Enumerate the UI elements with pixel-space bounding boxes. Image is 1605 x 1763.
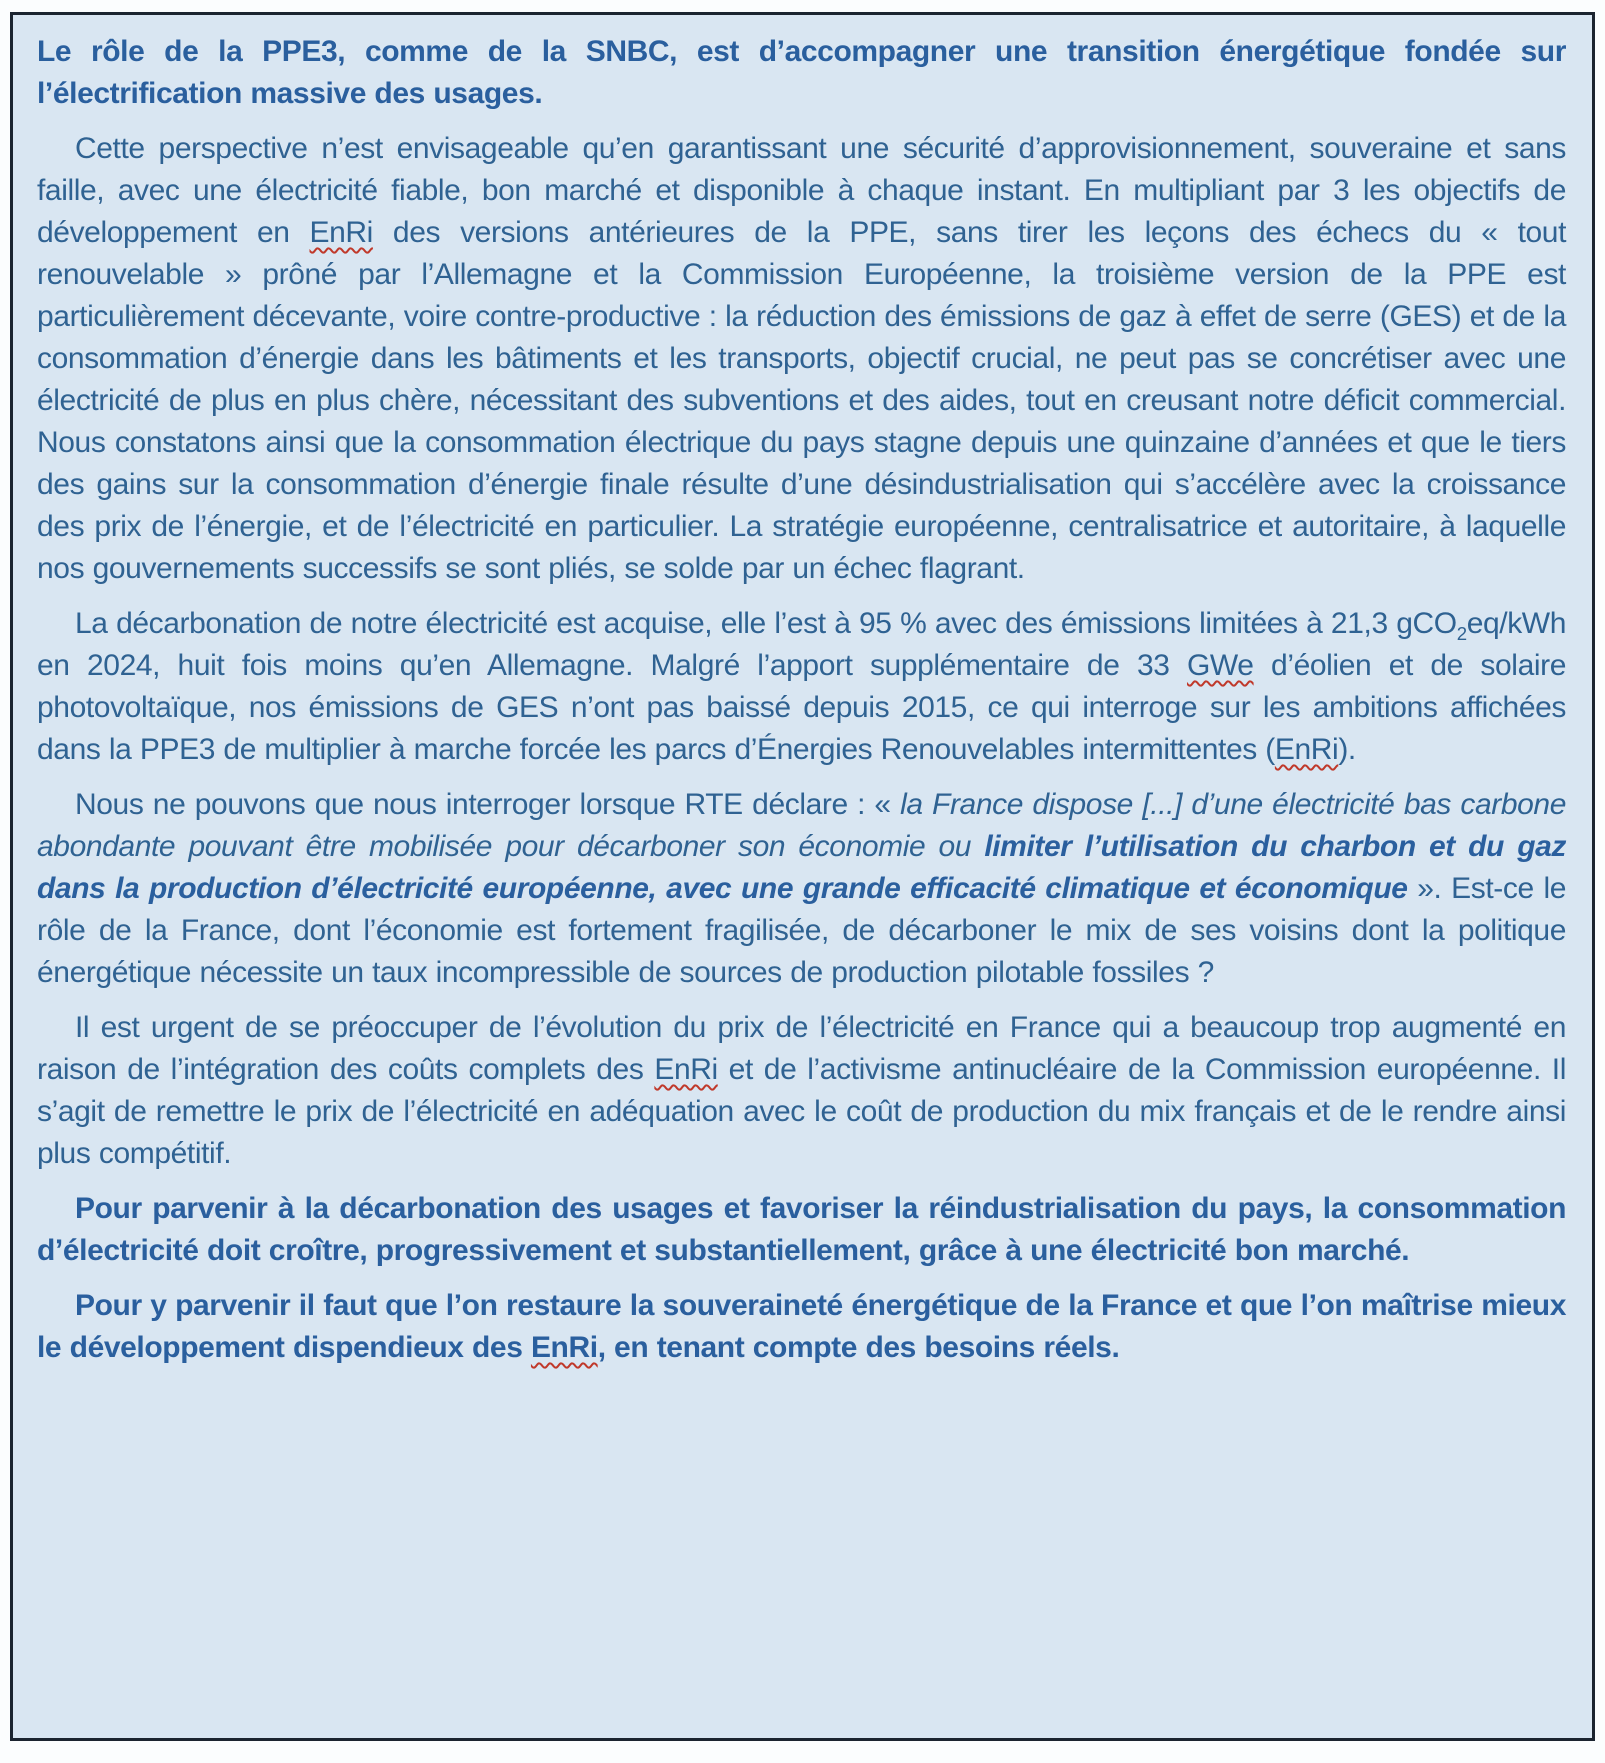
misspelled-word: EnRi	[309, 216, 373, 249]
paragraph-electricity-price: Il est urgent de se préoccuper de l’évolution du prix de l’électricité en France qui a beaucoup trop augmenté en raison de l’intégration des coûts complets des EnRi et de l’activisme antinucléaire de la Commission européenne. Il s’agit de remettre le prix de l’électricité en adéquation avec le coût de production du mix français et de le rendre ainsi plus compétitif.	[37, 1011, 1566, 1170]
text-box-frame	[10, 12, 1595, 1741]
misspelled-word: GWe	[1187, 649, 1254, 682]
misspelled-word: EnRi	[1274, 733, 1339, 766]
paragraph-sovereignty: Pour y parvenir il faut que l’on restaure la souveraineté énergétique de la France et que l’on maîtrise mieux le développement dispendieux des EnRi, en tenant compte des besoins réels.	[37, 1289, 1566, 1364]
paragraph-security-supply: Cette perspective n’est envisageable qu’en garantissant une sécurité d’approvisionnement, souveraine et sans faille, avec une électricité fiable, bon marché et disponible à chaque instant. En multipliant par 3 les objectifs de développement en EnRi des versions antérieures de la PPE, sans tirer les leçons des échecs du « tout renouvelable » prôné par l’Allemagne et la Commission Européenne, la troisième version de la PPE est particulièrement décevante, voire contre-productive : la réduction des émissions de gaz à effet de serre (GES) et de la consommation d’énergie dans les bâtiments et les transports, objectif crucial, ne peut pas se concrétiser avec une électricité de plus en plus chère, nécessitant des subventions et des aides, tout en creusant notre déficit commercial. Nous constatons ainsi que la consommation électrique du pays stagne depuis une quinzaine d’années et que le tiers des gains sur la consommation d’énergie finale résulte d’une désindustrialisation qui s’accélère avec la croissance des prix de l’énergie, et de l’électricité en particulier. La stratégie européenne, centralisatrice et autoritaire, à laquelle nos gouvernements successifs se sont pliés, se solde par un échec flagrant.	[37, 132, 1567, 585]
misspelled-word: EnRi	[530, 1331, 598, 1364]
document-body	[37, 31, 1566, 1369]
paragraph-decarbonation: La décarbonation de notre électricité est acquise, elle l’est à 95 % avec des émissions limitées à 21,3 gCO$_2$eq/kWh en 2024, huit fois moins qu’en Allemagne. Malgré l’apport supplémentaire de 33 GWe d’éolien et de solaire photovoltaïque, nos émissions de GES n’ont pas baissé depuis 2015, ce qui interroge sur les ambitions affichées dans la PPE3 de multiplier à marche forcée les parcs d’Énergies Renouvelables intermittentes (EnRi).	[37, 607, 1567, 766]
heading-paragraph: Le rôle de la PPE3, comme de la SNBC, est d’accompagner une transition énergétique fondée sur l’électrification massive des usages.	[37, 35, 1566, 110]
paragraph-consumption-growth: Pour parvenir à la décarbonation des usages et favoriser la réindustrialisation du pays, la consommation d’électricité doit croître, progressivement et substantiellement, grâce à une électricité bon marché.	[37, 1192, 1566, 1267]
misspelled-word: EnRi	[654, 1053, 718, 1086]
paragraph-rte-quote: Nous ne pouvons que nous interroger lorsque RTE déclare : « la France dispose [...] d’une électricité bas carbone abondante pouvant être mobilisée pour décarboner son économie ou limiter l’utilisation du charbon et du gaz dans la production d’électricité européenne, avec une grande efficacité climatique et économique ». Est-ce le rôle de la France, dont l’économie est fortement fragilisée, de décarboner le mix de ses voisins dont la politique énergétique nécessite un taux incompressible de sources de production pilotable fossiles ?	[37, 788, 1566, 989]
